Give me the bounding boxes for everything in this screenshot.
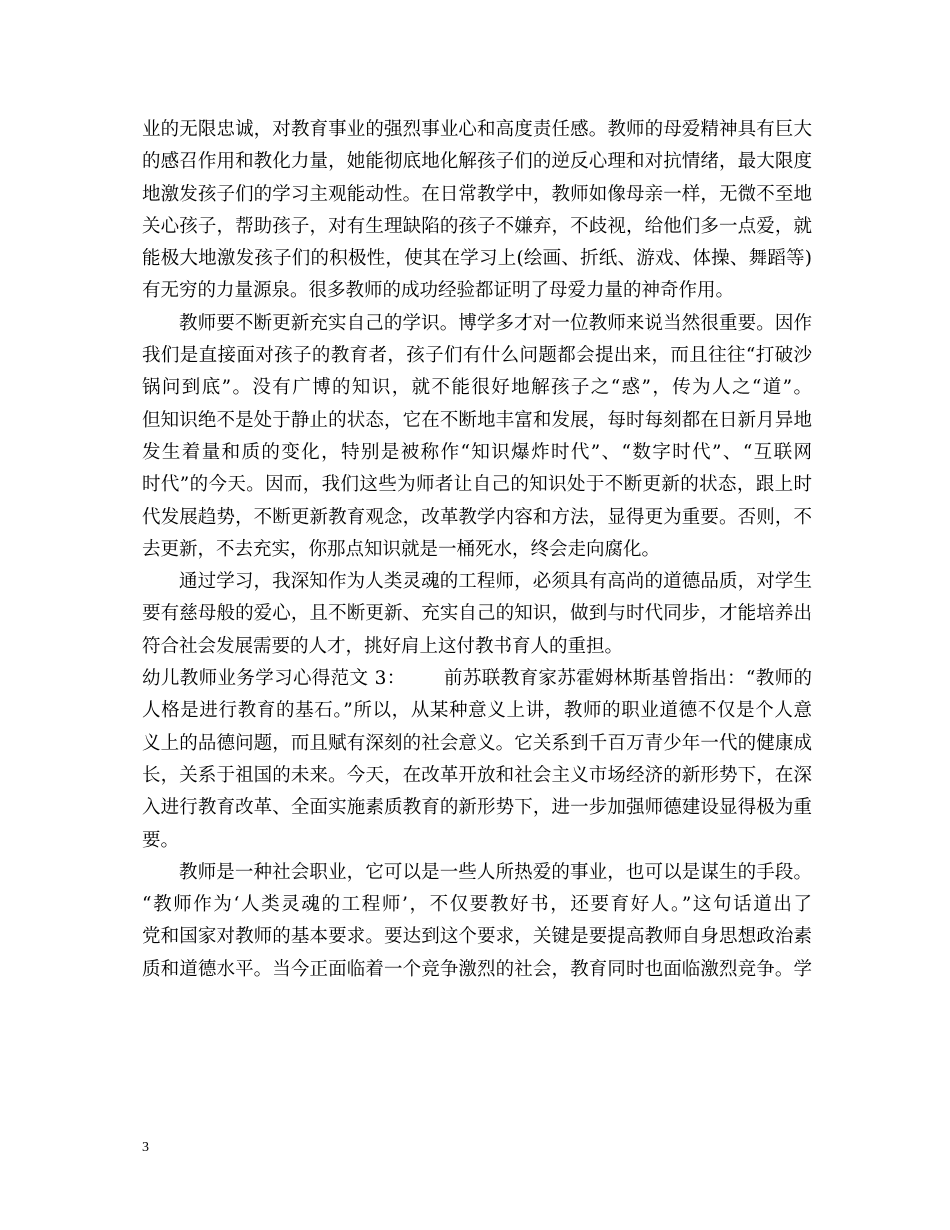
text-line: 通过学习，我深知作为人类灵魂的工程师，必须具有高尚的道德品质，对学生 (179, 571, 812, 593)
text-line: 关心孩子，帮助孩子，对有生理缺陷的孩子不嫌弃，不歧视，给他们多一点爱，就 (142, 215, 812, 237)
text-line: 的感召作用和教化力量，她能彻底地化解孩子们的逆反心理和对抗情绪，最大限度 (142, 151, 812, 173)
paragraph (142, 566, 812, 663)
text-line: 但知识绝不是处于静止的状态，它在不断地丰富和发展，每时每刻都在日新月异地 (142, 409, 812, 431)
body-text (142, 114, 812, 986)
text-line: 能极大地激发孩子们的积极性，使其在学习上(绘画、折纸、游戏、体操、舞蹈等) (142, 248, 812, 270)
text-line: 去更新，不去充实，你那点知识就是一桶死水，终会走向腐化。 (142, 538, 661, 560)
paragraph (142, 114, 812, 308)
text-line: 入进行教育改革、全面实施素质教育的新形势下，进一步加强师德建设显得极为重 (142, 797, 812, 819)
paragraph (142, 308, 812, 566)
text-line: 锅问到底”。没有广博的知识，就不能很好地解孩子之“惑”，传为人之“道”。 (142, 377, 812, 399)
text-line: 党和国家对教师的基本要求。要达到这个要求，关键是要提高教师自身思想政治素 (142, 926, 812, 948)
text-line: 符合社会发展需要的人才，挑好肩上这付教书育人的重担。 (142, 635, 624, 657)
text-line: 地激发孩子们的学习主观能动性。在日常教学中，教师如像母亲一样，无微不至地 (142, 183, 812, 205)
text-line: 要有慈母般的爱心，且不断更新、充实自己的知识，做到与时代同步，才能培养出 (142, 603, 812, 625)
text-line: 时代”的今天。因而，我们这些为师者让自己的知识处于不断更新的状态，跟上时 (142, 474, 812, 496)
text-line: 有无穷的力量源泉。很多教师的成功经验都证明了母爱力量的神奇作用。 (142, 280, 735, 302)
text-line: 教师要不断更新充实自己的学识。博学多才对一位教师来说当然很重要。因作 (179, 312, 812, 334)
text-line: 长，关系于祖国的未来。今天，在改革开放和社会主义市场经济的新形势下，在深 (142, 764, 812, 786)
text-line: 教师是一种社会职业，它可以是一些人所热爱的事业，也可以是谋生的手段。 (179, 861, 812, 883)
page-number: 3 (142, 1140, 149, 1155)
paragraph (142, 695, 812, 856)
section-first-line: 前苏联教育家苏霍姆林斯基曾指出：“教师的 (443, 668, 812, 690)
text-line: 义上的品德问题，而且赋有深刻的社会意义。它关系到千百万青少年一代的健康成 (142, 732, 812, 754)
text-line: 要。 (142, 829, 180, 851)
text-line: “教师作为‘人类灵魂的工程师’，不仅要教好书，还要育好人。”这句话道出了 (142, 894, 812, 916)
text-line: 发生着量和质的变化，特别是被称作“知识爆炸时代”、“数字时代”、“互联网 (142, 441, 812, 463)
text-line: 人格是进行教育的基石。”所以，从某种意义上讲，教师的职业道德不仅是个人意 (142, 700, 812, 722)
section-heading-line (142, 663, 812, 695)
text-line: 代发展趋势，不断更新教育观念，改革教学内容和方法，显得更为重要。否则，不 (142, 506, 812, 528)
section-heading: 幼儿教师业务学习心得范文 3： (142, 668, 406, 690)
paragraph (142, 857, 812, 986)
text-line: 我们是直接面对孩子的教育者，孩子们有什么问题都会提出来，而且往往“打破沙 (142, 345, 812, 367)
text-line: 质和道德水平。当今正面临着一个竞争激烈的社会，教育同时也面临激烈竞争。学 (142, 958, 812, 980)
text-line: 业的无限忠诚，对教育事业的强烈事业心和高度责任感。教师的母爱精神具有巨大 (142, 119, 812, 140)
